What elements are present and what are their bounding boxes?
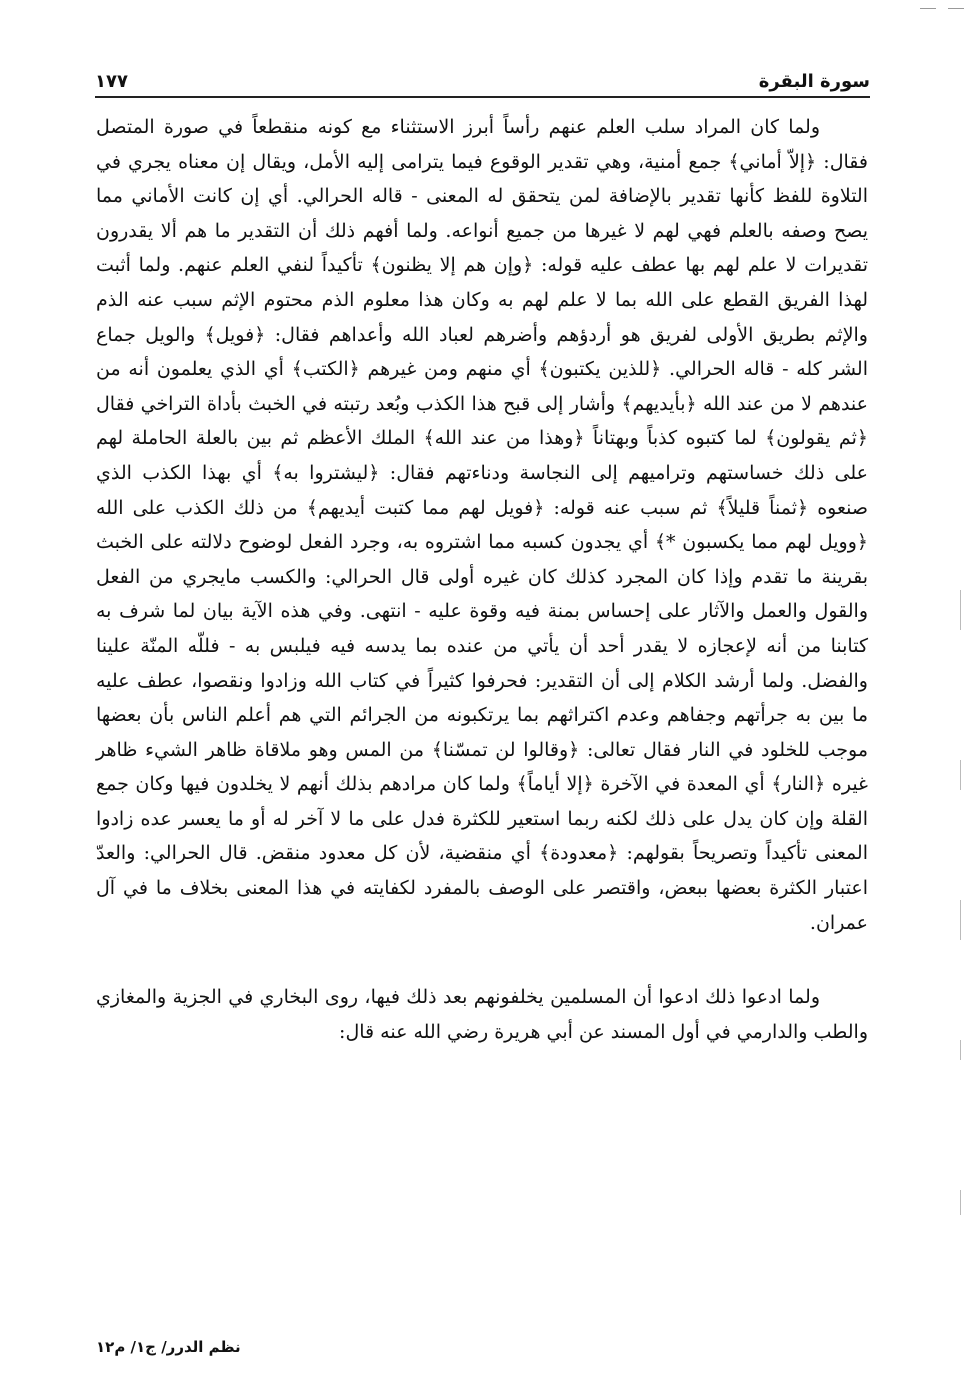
main-text bbox=[96, 110, 868, 1049]
paragraph-commentary: ولما كان المراد سلب العلم عنهم رأساً أبرز الاستثناء مع كونه منقطعاً في صورة المتصل فقال: ﴿إلاّ أماني﴾ جمع أمنية، وهي تقدير الوقوع فيما يترامى إليه الأمل، ويقال إن معناه يجري في التلاوة للفظ كأنها تقدير بالإضافة لمن يتحقق له المعنى - قاله الحرالي. أي إن كانت الأماني مما يصح وصفه بالعلم فهي لهم لا غيرها من جميع أنواعه. ولما أفهم ذلك أن التقدير ما هم ألا يقدرون تقديرات لا علم لهم بها عطف عليه قوله: ﴿وإن هم إلا يظنون﴾ تأكيداً لنفي العلم عنهم. ولما أثبت لهذا الفريق القطع على الله بما لا علم لهم به وكان هذا معلوم الذم محتوم الإثم سبب عنه الذم والإثم بطريق الأولى لفريق هو أردؤهم وأضرهم لعباد الله وأعداهم فقال: ﴿فويل﴾ والويل جماع الشر كله - قاله الحرالي. ﴿للذين يكتبون﴾ أي منهم ومن غيرهم ﴿الكتب﴾ أي الذي يعلمون أنه من عندهم لا من عند الله ﴿بأيديهم﴾ وأشار إلى قبح هذا الكذب وبُعد رتبته في الخبث بأداة التراخي فقال ﴿ثم يقولون﴾ لما كتبوه كذباً وبهتاناً ﴿وهذا من عند الله﴾ الملك الأعظم ثم بين بالعلة الحاملة لهم على ذلك خساستهم وتراميهم إلى النجاسة ودناءتهم فقال: ﴿ليشتروا به﴾ أي بهذا الكذب الذي صنعوه ﴿ثمناً قليلاً﴾ ثم سبب عنه قوله: ﴿فويل لهم مما كتبت أيديهم﴾ من ذلك الكذب على الله ﴿وويل لهم مما يكسبون *﴾ أي يجدون كسبه مما اشتروه به، وجرد الفعل لوضوح دلالته على الخبث بقرينة ما تقدم وإذا كان المجرد كذلك كان غيره أولى قال الحرالي: والكسب مايجري من الفعل والقول والعمل والآثار على إحساس بمنة فيه وقوة عليه - انتهى. وفي هذه الآية بيان لما شرف به كتابنا من أنه لإعجازه لا يقدر أحد أن يأتي من عنده بما يدسه فيه فيلبس به - فللّه المنّة علينا والفضل. ولما أرشد الكلام إلى أن التقدير: فحرفوا كثيراً في كتاب الله وزادوا ونقصوا، عطف عليه ما بين به جرأتهم وجفاهم وعدم اكتراثهم بما يرتكبونه من الجرائم التي هم أعلم الناس بأن بعضها موجب للخلود في النار فقال تعالى: ﴿وقالوا لن تمسّنا﴾ من المس وهو ملاقاة ظاهر الشيء ظاهر غيره ﴿النار﴾ أي المعدة في الآخرة ﴿إلا أياماً﴾ ولما كان مرادهم بذلك أنهم لا يخلدون فيها وكان جمع القلة وإن كان يدل على ذلك لكنه ربما استعير للكثرة فدل على ما لا آخر له أو ما يعسر عده زادوا المعنى تأكيداً وتصريحاً بقولهم: ﴿معدودة﴾ أي منقضية، لأن كل معدود منقض. قال الحرالي: والعدّ اعتبار الكثرة بعضها ببعض، واقتصر على الوصف بالمفرد لكفايته في هذا المعنى بخلاف ما في آل عمران. bbox=[96, 116, 868, 934]
footer-signature: نظم الدرر/ ج١/ م١٢ bbox=[96, 1338, 241, 1356]
page-number: ١٧٧ bbox=[95, 71, 128, 92]
header-divider bbox=[95, 96, 870, 98]
corner-mark bbox=[920, 8, 936, 9]
scan-edge-mark bbox=[960, 1190, 961, 1215]
scan-edge-mark bbox=[960, 590, 961, 630]
scan-edge-mark bbox=[960, 1040, 961, 1060]
paragraph-hadith-intro: ولما ادعوا ذلك ادعوا أن المسلمين يخلفونهم بعد ذلك فيها، روى البخاري في الجزية والمغازي والطب والدارمي في أول المسند عن أبي هريرة رضي الله عنه قال: bbox=[96, 986, 868, 1043]
scan-edge-mark bbox=[960, 900, 961, 940]
surah-title: سورة البقرة bbox=[758, 71, 870, 92]
corner-mark bbox=[948, 8, 964, 9]
running-header bbox=[95, 62, 870, 92]
scan-edge-mark bbox=[960, 760, 961, 790]
